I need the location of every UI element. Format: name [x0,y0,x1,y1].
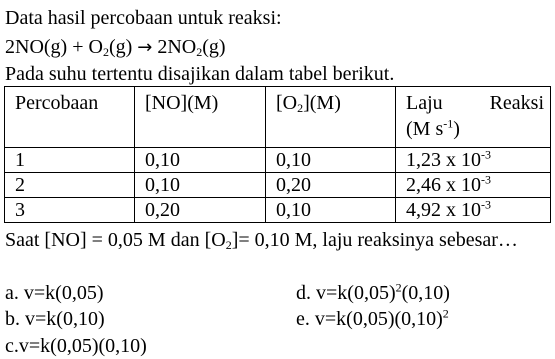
table-row [5,173,551,198]
cell-laju [396,148,551,173]
option-d-label-a: d. v=k(0,05) [296,282,396,304]
cell-laju [396,198,551,223]
option-a[interactable] [5,283,103,303]
cell-no: 0,10 [135,173,266,198]
cell-laju [396,173,551,198]
cell-no: 0,20 [135,198,266,223]
table-row [5,198,551,223]
question-part-b: ]= 0,10 M, laju reaksinya sebesar… [231,229,518,251]
header-laju-unit [406,116,550,140]
cell-o2: 0,20 [266,173,396,198]
intro-label: Data hasil percobaan untuk reaksi: [5,7,282,29]
header-laju-word-2: Reaksi [489,92,544,114]
option-b-label: b. v=k(0,10) [5,308,105,330]
question-part-a: Saat [NO] = 0,05 M dan [O [5,229,226,251]
reaction-lhs-subscript: 2 [102,45,109,59]
header-laju-unit-superscript: -1 [443,116,454,131]
option-d-label-b: (0,10) [401,282,450,304]
cell-laju-exponent: -3 [481,147,491,162]
header-percobaan-label: Percobaan [15,92,99,114]
cell-no: 0,10 [135,148,266,173]
cell-laju-value: 1,23 x 10 [406,149,481,171]
cell-percobaan: 3 [5,198,135,223]
option-c-label: c.v=k(0,05)(0,10) [5,335,147,357]
table-intro-text [5,64,394,84]
reaction-rhs-subscript: 2 [196,45,203,59]
reaction-lhs-state: (g) [108,36,133,58]
option-d-superscript: 2 [395,280,402,295]
cell-o2: 0,10 [266,148,396,173]
header-o2-label-b: ](M) [303,92,341,114]
option-e-superscript: 2 [442,306,449,321]
header-laju-unit-a: (M s [406,118,444,140]
question-text [5,226,546,255]
header-laju-title [406,93,550,113]
option-b[interactable] [5,309,105,329]
header-laju-word-1: Laju [406,92,443,114]
question-subscript: 2 [225,238,232,252]
cell-laju-value: 4,92 x 10 [406,199,481,221]
reaction-equation [5,37,226,57]
reaction-arrow-icon: → [137,37,153,58]
option-e-label: e. v=k(0,05)(0,10) [296,308,443,330]
reaction-rhs-state: (g) [202,36,226,58]
option-a-label: a. v=k(0,05) [5,282,104,304]
cell-laju-exponent: -3 [481,197,491,212]
header-no-concentration [135,87,266,148]
cell-o2: 0,10 [266,198,396,223]
cell-laju-value: 2,46 x 10 [406,174,481,196]
option-c[interactable] [5,336,147,356]
cell-percobaan: 1 [5,148,135,173]
header-no-label: [NO](M) [145,92,219,114]
table-header-row [5,87,551,148]
header-laju-reaksi [396,87,551,148]
reaction-lhs: 2NO(g) + O [5,36,103,58]
cell-laju-exponent: -3 [481,172,491,187]
table-row [5,148,551,173]
experiment-table [4,86,551,223]
header-o2-subscript: 2 [297,101,304,115]
header-o2-concentration [266,87,396,148]
header-o2-label-a: [O [276,92,298,114]
reaction-rhs: 2NO [157,36,197,58]
cell-percobaan: 2 [5,173,135,198]
header-percobaan [5,87,135,148]
intro-text [5,8,282,28]
option-d[interactable] [296,280,450,304]
header-laju-unit-b: ) [453,118,460,140]
option-e[interactable] [296,306,449,330]
table-intro-label: Pada suhu tertentu disajikan dalam tabel berikut. [5,63,395,85]
